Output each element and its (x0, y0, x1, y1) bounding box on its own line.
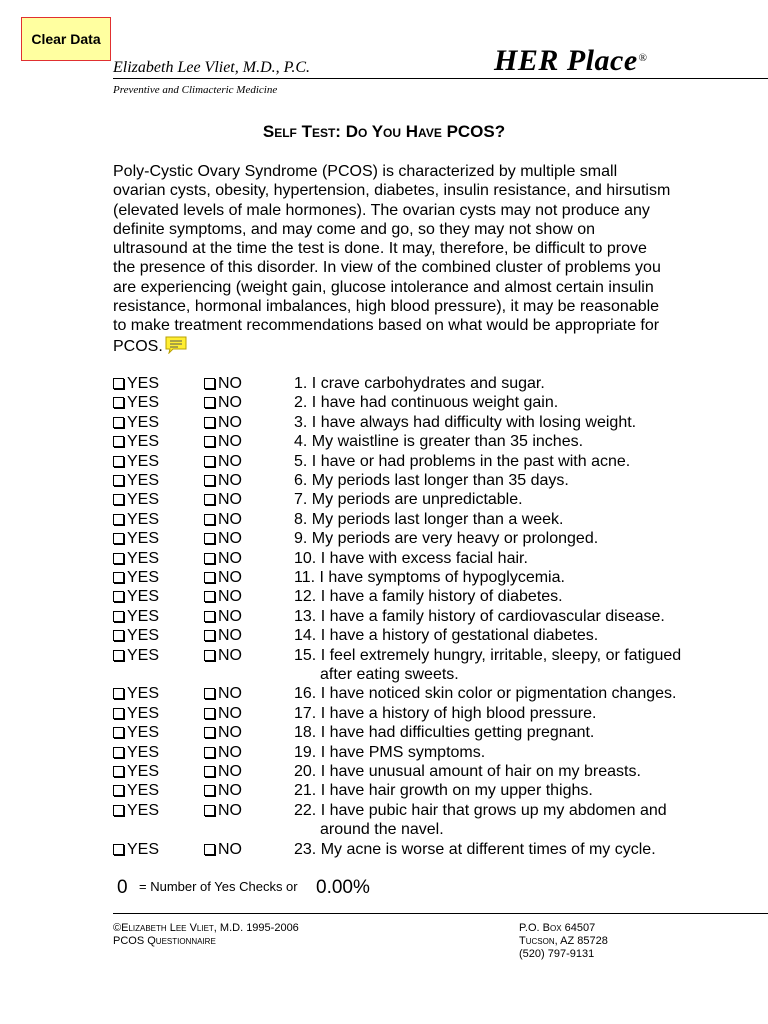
no-option[interactable] (204, 723, 242, 742)
question-row (0, 762, 768, 781)
question-row (0, 684, 768, 703)
yes-label: YES (127, 724, 160, 742)
no-checkbox[interactable] (204, 805, 215, 816)
footer-divider (113, 913, 768, 914)
no-label: NO (218, 394, 242, 412)
yes-label: YES (127, 472, 160, 489)
no-label: NO (218, 743, 242, 761)
question-label: My periods last longer than a week. (311, 510, 564, 528)
yes-label: YES (127, 685, 160, 703)
question-number: 12. (294, 588, 317, 606)
yes-label: YES (127, 646, 160, 664)
question-label: I have had difficulties getting pregnant. (320, 724, 595, 742)
question-row (0, 452, 768, 471)
question-row (0, 549, 768, 568)
footer-copyright: ©Elizabeth Lee Vliet, M.D. 1995-2006 (113, 922, 299, 934)
no-label: NO (218, 433, 242, 451)
no-label: NO (218, 569, 242, 586)
yes-label: YES (127, 763, 160, 780)
yes-option[interactable] (113, 432, 159, 451)
yes-label: YES (127, 782, 160, 800)
yes-checkbox[interactable] (113, 378, 124, 389)
question-text (294, 840, 754, 859)
question-number: 23. (294, 840, 317, 858)
no-label: NO (218, 763, 242, 780)
no-label: NO (218, 724, 242, 742)
no-checkbox[interactable] (204, 766, 215, 777)
yes-option[interactable] (113, 840, 159, 859)
yes-label: YES (127, 840, 160, 858)
question-label: I have or had problems in the past with acne. (311, 452, 631, 470)
question-label: My waistline is greater than 35 inches. (311, 433, 584, 451)
question-row (0, 723, 768, 742)
yes-option[interactable] (113, 374, 159, 393)
question-row (0, 781, 768, 800)
footer-doc-name: PCOS Questionnaire (113, 935, 216, 947)
question-number: 5. (294, 452, 308, 470)
question-number: 7. (294, 491, 308, 509)
question-label: I have noticed skin color or pigmentation changes. (320, 685, 677, 703)
question-text (294, 801, 754, 839)
question-row (0, 510, 768, 529)
no-label: NO (218, 588, 242, 606)
yes-option[interactable] (113, 743, 159, 762)
question-row (0, 568, 768, 587)
no-option[interactable] (204, 432, 242, 451)
yes-checkbox[interactable] (113, 630, 124, 641)
yes-checkbox[interactable] (113, 436, 124, 447)
question-number: 18. (294, 724, 317, 742)
comment-icon[interactable] (164, 336, 188, 354)
question-text (294, 762, 754, 781)
yes-checkbox[interactable] (113, 650, 124, 661)
no-option[interactable] (204, 762, 242, 781)
question-label: I have hair growth on my upper thighs. (320, 782, 593, 800)
no-label: NO (218, 549, 242, 567)
yes-option[interactable] (113, 549, 159, 568)
no-label: NO (218, 646, 242, 664)
no-label: NO (218, 413, 242, 431)
footer-address-1: P.O. Box 64507 (519, 922, 596, 934)
no-checkbox[interactable] (204, 727, 215, 738)
question-number: 19. (294, 743, 317, 761)
question-row (0, 743, 768, 762)
no-label: NO (218, 375, 242, 392)
yes-percent: 0.00% (316, 877, 370, 898)
yes-checkbox[interactable] (113, 785, 124, 796)
no-checkbox[interactable] (204, 844, 215, 855)
question-continuation: around the navel. (320, 820, 444, 838)
yes-checkbox[interactable] (113, 533, 124, 544)
registered-mark: ® (638, 52, 648, 64)
question-row (0, 529, 768, 548)
yes-checkbox[interactable] (113, 805, 124, 816)
no-option[interactable] (204, 684, 242, 703)
no-option[interactable] (204, 490, 242, 509)
yes-checkbox[interactable] (113, 417, 124, 428)
no-checkbox[interactable] (204, 688, 215, 699)
question-label: My acne is worse at different times of my cycle. (320, 840, 656, 858)
question-row (0, 626, 768, 645)
question-text (294, 374, 754, 393)
yes-label: YES (127, 413, 160, 431)
question-text (294, 781, 754, 800)
question-number: 1. (294, 375, 308, 392)
question-number: 15. (294, 646, 317, 664)
question-number: 16. (294, 685, 317, 703)
question-text (294, 393, 754, 412)
no-label: NO (218, 491, 242, 509)
no-checkbox[interactable] (204, 514, 215, 525)
no-label: NO (218, 840, 242, 858)
yes-checkbox[interactable] (113, 591, 124, 602)
no-checkbox[interactable] (204, 533, 215, 544)
question-number: 20. (294, 763, 317, 780)
yes-checkbox[interactable] (113, 456, 124, 467)
no-label: NO (218, 704, 242, 722)
no-option[interactable] (204, 587, 242, 606)
yes-count-label: = Number of Yes Checks or (139, 879, 298, 894)
yes-option[interactable] (113, 393, 159, 412)
no-checkbox[interactable] (204, 417, 215, 428)
no-option[interactable] (204, 704, 242, 723)
question-text (294, 471, 754, 490)
yes-label: YES (127, 549, 160, 567)
yes-label: YES (127, 510, 160, 528)
yes-checkbox[interactable] (113, 688, 124, 699)
no-option[interactable] (204, 471, 242, 490)
intro-paragraph (113, 162, 673, 356)
question-label: I crave carbohydrates and sugar. (311, 375, 545, 392)
yes-checkbox[interactable] (113, 727, 124, 738)
yes-label: YES (127, 704, 160, 722)
question-continuation: after eating sweets. (320, 665, 459, 683)
no-label: NO (218, 510, 242, 528)
yes-option[interactable] (113, 607, 159, 626)
question-row (0, 587, 768, 606)
yes-option[interactable] (113, 471, 159, 490)
question-text (294, 529, 754, 548)
yes-label: YES (127, 491, 160, 509)
no-label: NO (218, 472, 242, 489)
yes-label: YES (127, 433, 160, 451)
yes-option[interactable] (113, 704, 159, 723)
no-checkbox[interactable] (204, 397, 215, 408)
question-row (0, 471, 768, 490)
no-checkbox[interactable] (204, 572, 215, 583)
question-row (0, 646, 768, 683)
yes-checkbox[interactable] (113, 844, 124, 855)
no-checkbox[interactable] (204, 456, 215, 467)
yes-checkbox[interactable] (113, 611, 124, 622)
yes-label: YES (127, 743, 160, 761)
question-label: I have with excess facial hair. (320, 549, 528, 567)
question-label: I have had continuous weight gain. (311, 394, 559, 412)
question-text (294, 646, 754, 684)
page-title: Self Test: Do You Have PCOS? (262, 122, 506, 141)
no-option[interactable] (204, 452, 242, 471)
question-text (294, 490, 754, 509)
yes-checkbox[interactable] (113, 553, 124, 564)
question-number: 14. (294, 627, 317, 645)
yes-option[interactable] (113, 587, 159, 606)
no-option[interactable] (204, 374, 242, 393)
question-text (294, 607, 754, 626)
question-row (0, 801, 768, 838)
no-option[interactable] (204, 393, 242, 412)
yes-label: YES (127, 627, 160, 645)
question-row (0, 840, 768, 859)
yes-count: 0 (117, 877, 128, 898)
question-text (294, 743, 754, 762)
no-option[interactable] (204, 549, 242, 568)
no-option[interactable] (204, 801, 242, 820)
question-text (294, 452, 754, 471)
no-checkbox[interactable] (204, 591, 215, 602)
question-label: I have a history of gestational diabetes. (320, 627, 599, 645)
yes-checkbox[interactable] (113, 708, 124, 719)
question-number: 6. (294, 472, 308, 489)
no-checkbox[interactable] (204, 475, 215, 486)
question-label: I have unusual amount of hair on my breasts. (320, 763, 641, 780)
question-row (0, 432, 768, 451)
yes-checkbox[interactable] (113, 747, 124, 758)
no-checkbox[interactable] (204, 494, 215, 505)
yes-label: YES (127, 452, 160, 470)
footer-address-2: Tucson, AZ 85728 (519, 935, 608, 947)
question-row (0, 413, 768, 432)
yes-option[interactable] (113, 801, 159, 820)
yes-label: YES (127, 801, 160, 819)
yes-label: YES (127, 569, 160, 586)
question-text (294, 413, 754, 432)
no-checkbox[interactable] (204, 611, 215, 622)
question-text (294, 549, 754, 568)
no-checkbox[interactable] (204, 785, 215, 796)
footer-phone: (520) 797-9131 (519, 948, 595, 960)
no-checkbox[interactable] (204, 708, 215, 719)
intro-text: Poly-Cystic Ovary Syndrome (PCOS) is characterized by multiple small ovarian cysts, obesity, hypertension, diabetes, insulin resistance, and hirsutism (elevated levels of male hormones). The ovarian cysts may not produce any definite symptoms, and may come and go, so they may not show on ultrasound at the time the test is done. It may, therefore, be difficult to prove the presence of this disorder. In view of the combined cluster of problems you are experiencing (weight gain, glucose intolerance and almost certain insulin resistance, hormonal imbalances, high blood pressure), it may be reasonable to make treatment recommendations based on what would be appropriate for PCOS. (113, 163, 671, 355)
logo-text: HER Place (494, 44, 638, 77)
yes-label: YES (127, 375, 160, 392)
yes-checkbox[interactable] (113, 494, 124, 505)
yes-option[interactable] (113, 490, 159, 509)
yes-option[interactable] (113, 568, 159, 587)
question-text (294, 432, 754, 451)
question-number: 10. (294, 549, 317, 567)
yes-label: YES (127, 394, 160, 412)
no-label: NO (218, 452, 242, 470)
question-number: 13. (294, 607, 317, 625)
yes-option[interactable] (113, 723, 159, 742)
question-number: 4. (294, 433, 308, 451)
yes-option[interactable] (113, 684, 159, 703)
no-option[interactable] (204, 413, 242, 432)
no-label: NO (218, 530, 242, 548)
no-label: NO (218, 607, 242, 625)
question-label: I have a family history of diabetes. (320, 588, 563, 606)
yes-checkbox[interactable] (113, 397, 124, 408)
yes-option[interactable] (113, 510, 159, 529)
no-checkbox[interactable] (204, 650, 215, 661)
question-number: 3. (294, 413, 308, 431)
question-label: I have always had difficulty with losing weight. (311, 413, 637, 431)
question-label: I have a family history of cardiovascular disease. (320, 607, 665, 625)
question-row (0, 704, 768, 723)
question-text (294, 723, 754, 742)
question-text (294, 626, 754, 645)
no-checkbox[interactable] (204, 630, 215, 641)
no-option[interactable] (204, 568, 242, 587)
no-option[interactable] (204, 510, 242, 529)
no-label: NO (218, 782, 242, 800)
yes-option[interactable] (113, 781, 159, 800)
no-label: NO (218, 801, 242, 819)
yes-checkbox[interactable] (113, 766, 124, 777)
question-number: 21. (294, 782, 317, 800)
question-text (294, 587, 754, 606)
yes-checkbox[interactable] (113, 572, 124, 583)
clear-data-button[interactable]: Clear Data (21, 17, 111, 61)
yes-option[interactable] (113, 452, 159, 471)
question-text (294, 510, 754, 529)
question-label: I have pubic hair that grows up my abdomen and (320, 801, 667, 819)
no-label: NO (218, 627, 242, 645)
question-row (0, 374, 768, 393)
question-label: I have a history of high blood pressure. (320, 704, 597, 722)
question-text (294, 704, 754, 723)
no-checkbox[interactable] (204, 747, 215, 758)
yes-checkbox[interactable] (113, 514, 124, 525)
question-number: 8. (294, 510, 308, 528)
question-number: 22. (294, 801, 317, 819)
question-number: 11. (294, 569, 316, 586)
question-label: I have PMS symptoms. (320, 743, 486, 761)
question-text (294, 568, 754, 587)
question-number: 2. (294, 394, 308, 412)
question-label: I have symptoms of hypoglycemia. (319, 569, 565, 586)
yes-label: YES (127, 530, 160, 548)
no-option[interactable] (204, 626, 242, 645)
question-number: 9. (294, 530, 308, 548)
question-row (0, 607, 768, 626)
header-divider (113, 78, 768, 79)
no-option[interactable] (204, 840, 242, 859)
no-label: NO (218, 685, 242, 703)
author-name: Elizabeth Lee Vliet, M.D., P.C. (113, 59, 311, 76)
question-label: I feel extremely hungry, irritable, sleepy, or fatigued (320, 646, 682, 664)
yes-option[interactable] (113, 646, 159, 665)
logo (494, 44, 647, 78)
no-option[interactable] (204, 529, 242, 548)
no-option[interactable] (204, 743, 242, 762)
yes-label: YES (127, 588, 160, 606)
question-row (0, 393, 768, 412)
no-option[interactable] (204, 607, 242, 626)
no-checkbox[interactable] (204, 553, 215, 564)
practice-subtitle: Preventive and Climacteric Medicine (113, 84, 278, 96)
yes-option[interactable] (113, 626, 159, 645)
question-number: 17. (294, 704, 317, 722)
no-checkbox[interactable] (204, 436, 215, 447)
yes-option[interactable] (113, 413, 159, 432)
question-label: My periods are unpredictable. (311, 491, 523, 509)
yes-checkbox[interactable] (113, 475, 124, 486)
question-row (0, 490, 768, 509)
question-label: My periods are very heavy or prolonged. (311, 530, 599, 548)
no-checkbox[interactable] (204, 378, 215, 389)
no-option[interactable] (204, 646, 242, 665)
yes-option[interactable] (113, 762, 159, 781)
question-text (294, 684, 754, 703)
yes-option[interactable] (113, 529, 159, 548)
yes-label: YES (127, 607, 160, 625)
no-option[interactable] (204, 781, 242, 800)
question-label: My periods last longer than 35 days. (311, 472, 569, 489)
